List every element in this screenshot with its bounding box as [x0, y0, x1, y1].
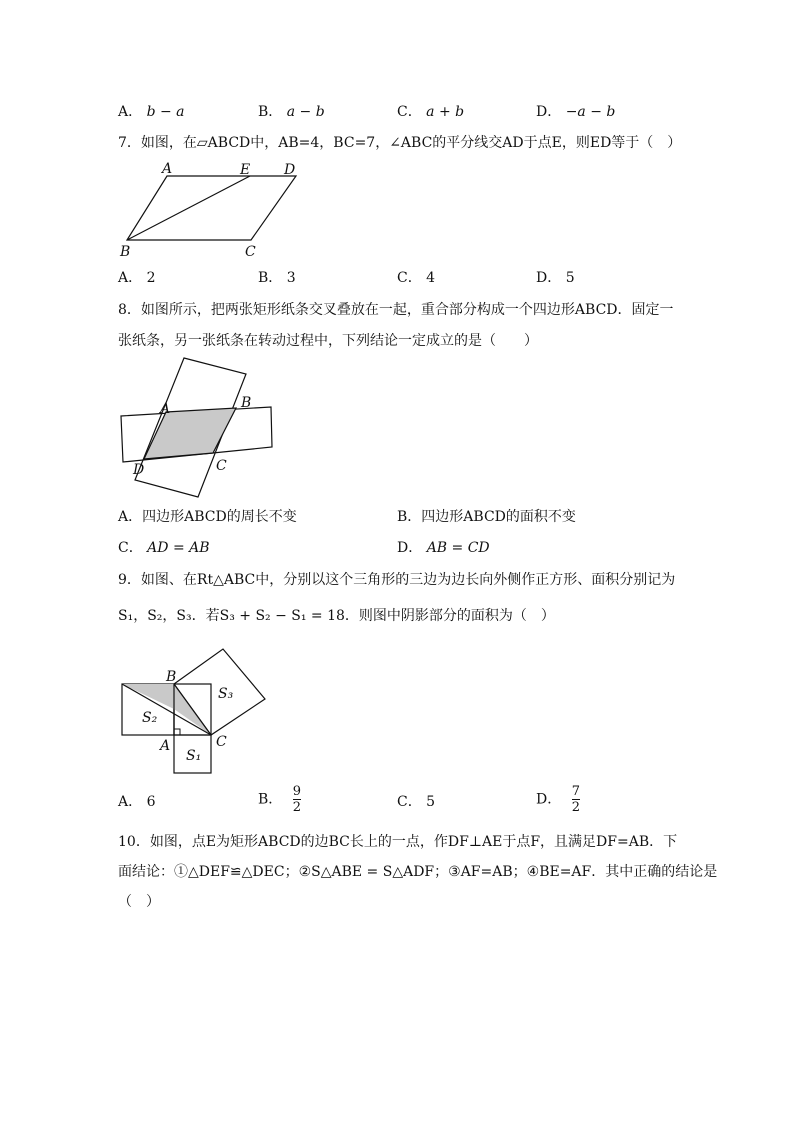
label-d: D: [133, 462, 145, 478]
denominator: 2: [292, 800, 302, 815]
q9-option-b: [258, 784, 301, 815]
option-letter: D．: [536, 270, 562, 286]
fraction: [293, 784, 301, 815]
q9-option-c: [397, 792, 435, 812]
label-b: B: [241, 395, 252, 411]
label-b: B: [120, 244, 131, 260]
q7-parallelogram-figure: [112, 158, 312, 262]
option-text: 4: [426, 270, 436, 286]
option-letter: B．: [258, 791, 283, 808]
q7-option-a: [118, 268, 156, 288]
option-letter: B．: [397, 509, 422, 525]
label-s2: S₂: [142, 710, 158, 726]
label-c: C: [216, 734, 227, 750]
option-text: −a − b: [565, 104, 616, 120]
right-angle-mark: [174, 729, 180, 735]
q6-option-c: [397, 102, 464, 122]
label-d: D: [284, 162, 296, 178]
q9-option-d: [536, 784, 580, 815]
numerator: 7: [571, 784, 580, 799]
option-text: a + b: [426, 104, 465, 120]
q10-stem-line1: 10．如图，点E为矩形ABCD的边BC长上的一点，作DF⊥AE于点F，且满足DF=AB．下: [118, 834, 678, 850]
label-c: C: [245, 244, 256, 260]
label-a: A: [160, 738, 171, 754]
bisector-be: [127, 176, 250, 240]
q7-option-d: [536, 268, 575, 288]
denominator: 2: [571, 800, 580, 815]
q8-paper-strips-figure: [112, 352, 282, 504]
option-letter: D．: [397, 540, 423, 556]
option-text: AB = CD: [426, 540, 490, 556]
option-text: 5: [565, 270, 575, 286]
q7-option-c: [397, 268, 435, 288]
option-letter: D．: [536, 104, 562, 120]
option-letter: C．: [397, 794, 422, 810]
label-c: C: [216, 458, 227, 474]
option-text: b − a: [146, 104, 185, 120]
q9-squares-figure: [112, 636, 272, 778]
label-s3: S₃: [218, 686, 234, 702]
option-letter: A．: [118, 104, 143, 120]
q8-option-b: [397, 507, 576, 527]
fraction: [572, 784, 580, 815]
option-text: 2: [146, 270, 156, 286]
numerator: 9: [292, 784, 302, 799]
option-letter: B．: [258, 104, 283, 120]
q6-option-b: [258, 102, 325, 122]
overlap-quadrilateral-abcd: [144, 408, 236, 459]
q8-stem-line2: 张纸条，另一张纸条在转动过程中，下列结论一定成立的是（ ）: [118, 333, 538, 349]
label-a: A: [160, 401, 171, 417]
parallelogram-abcd: [127, 176, 296, 240]
label-b: B: [166, 669, 177, 685]
label-e: E: [240, 162, 251, 178]
q7-stem: 7．如图，在▱ABCD中，AB=4，BC=7，∠ABC的平分线交AD于点E，则ED等于（ ）: [118, 135, 682, 151]
option-text: a − b: [286, 104, 325, 120]
q6-option-d: [536, 102, 615, 122]
label-a: A: [162, 161, 173, 177]
q10-stem-line3: （ ）: [118, 894, 160, 910]
option-text: 3: [286, 270, 296, 286]
q7-option-b: [258, 268, 296, 288]
q6-option-a: [118, 102, 185, 122]
q9-stem-line2: S₁，S₂，S₃．若S₃ + S₂ − S₁ = 18．则图中阴影部分的面积为（ ）: [118, 608, 555, 624]
option-letter: A．: [118, 270, 143, 286]
option-letter: C．: [118, 540, 143, 556]
option-text: 6: [146, 794, 156, 810]
option-text: AD = AB: [147, 540, 210, 556]
option-letter: A．: [118, 794, 143, 810]
option-text: 四边形ABCD的面积不变: [421, 509, 576, 525]
q8-stem-line1: 8．如图所示，把两张矩形纸条交叉叠放在一起，重合部分构成一个四边形ABCD．固定一: [118, 302, 674, 318]
q8-option-d: [397, 538, 490, 558]
option-letter: C．: [397, 104, 422, 120]
q8-option-a: [118, 507, 297, 527]
q9-option-a: [118, 792, 156, 812]
option-text: 5: [426, 794, 436, 810]
q9-stem-line1: 9．如图、在Rt△ABC中，分别以这个三角形的三边为边长向外侧作正方形、面积分别记为: [118, 572, 676, 588]
option-letter: B．: [258, 270, 283, 286]
option-letter: C．: [397, 270, 422, 286]
option-letter: A．: [118, 509, 143, 525]
q8-option-c: [118, 538, 210, 558]
option-letter: D．: [536, 791, 562, 808]
option-text: 四边形ABCD的周长不变: [142, 509, 297, 525]
q10-stem-line2: 面结论：①△DEF≌△DEC；②S△ABE = S△ADF；③AF=AB；④BE=AF．其中正确的结论是: [118, 864, 718, 880]
label-s1: S₁: [186, 748, 202, 764]
